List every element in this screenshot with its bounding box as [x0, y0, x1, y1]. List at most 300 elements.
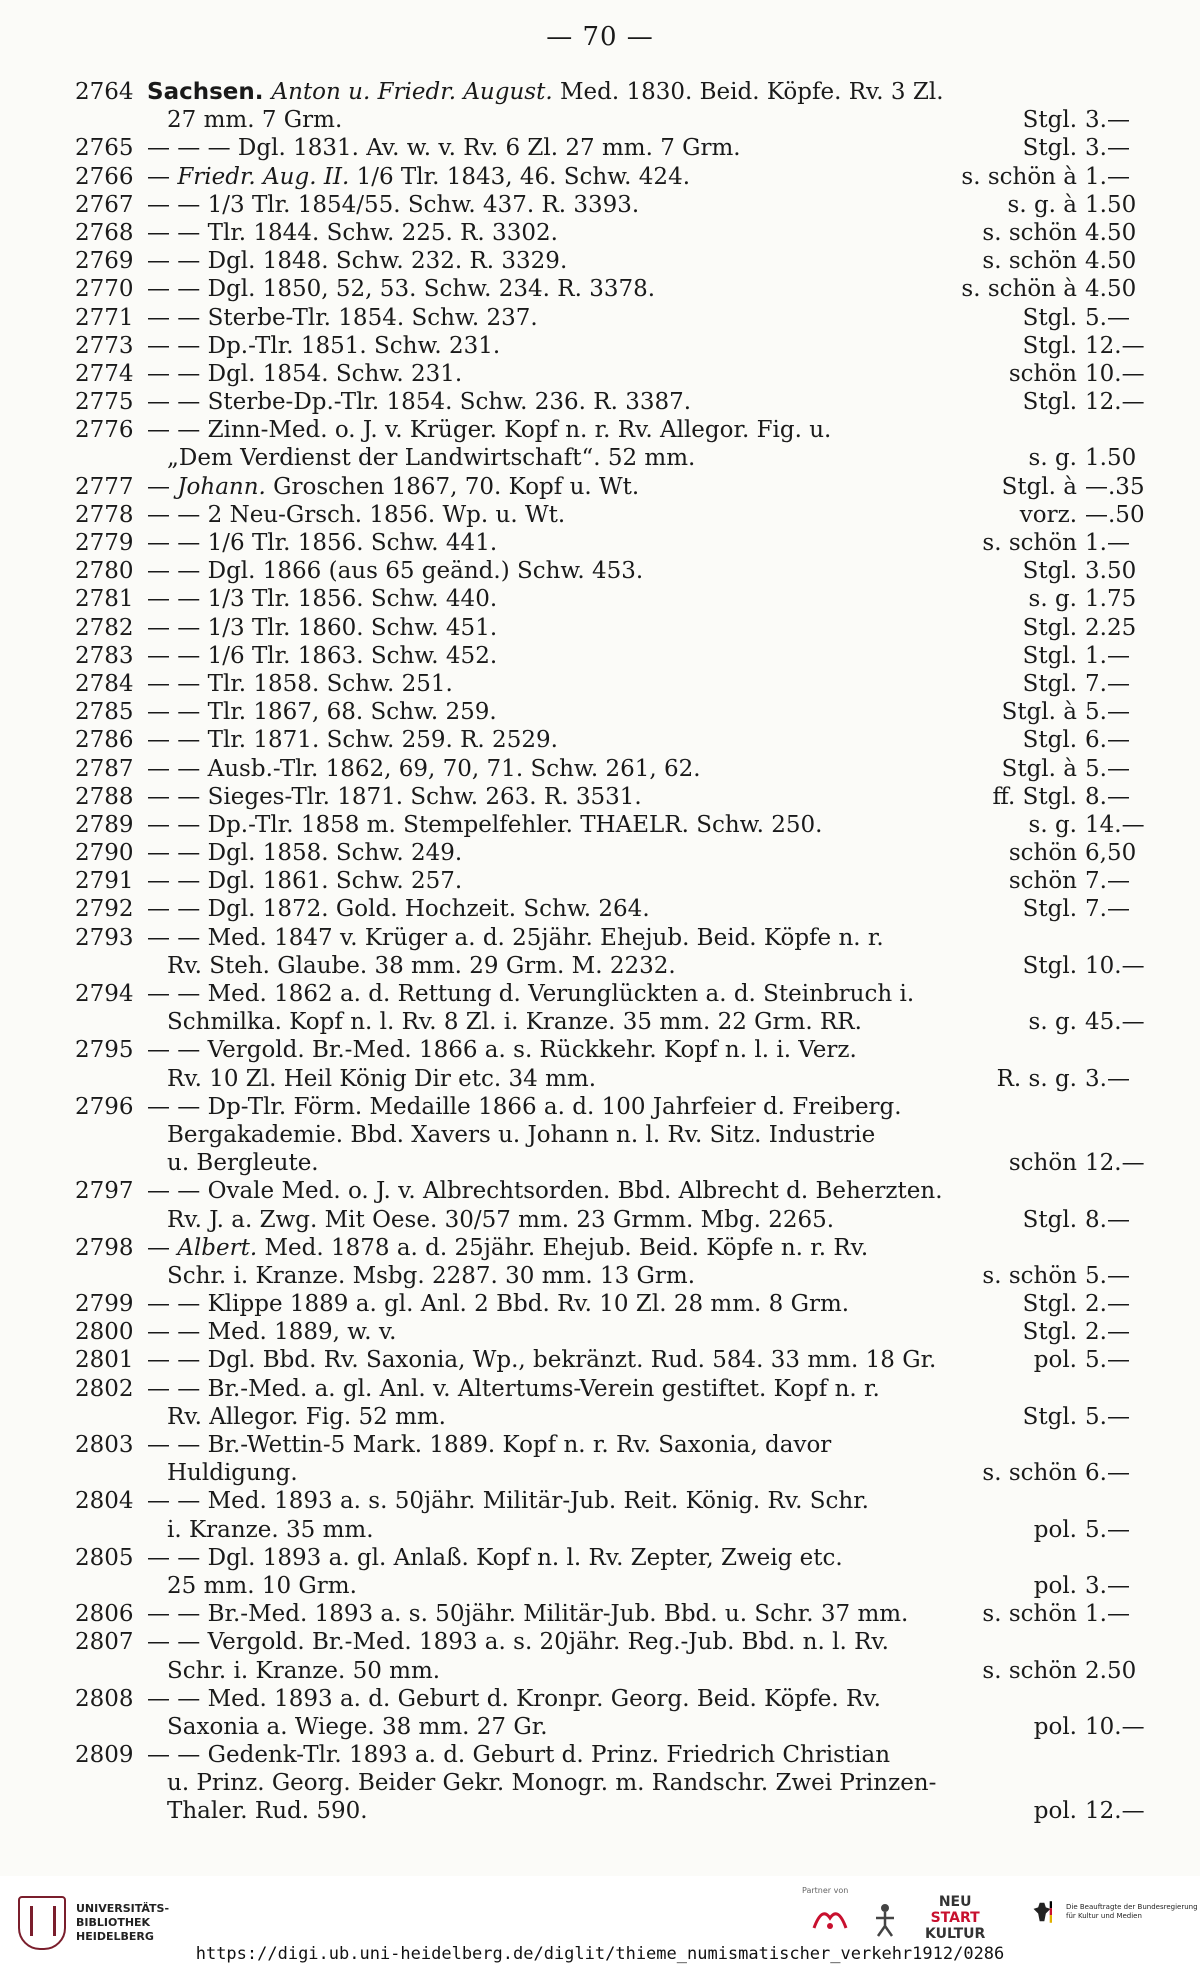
entry-description [147, 416, 957, 444]
description-segment: — — Ovale Med. o. J. v. Albrechtsorden. Bbd. Albrecht d. Beherzten. [147, 1178, 943, 1205]
entry-line [75, 501, 1165, 529]
entry-grade: s. g. [1028, 445, 1077, 472]
catalog-entry [75, 1685, 1165, 1741]
entry-line [75, 1685, 1165, 1713]
entry-description [147, 1487, 957, 1515]
entry-price: —.35 [1085, 473, 1145, 500]
description-segment: — — Med. 1862 a. d. Rettung d. Verunglückten a. d. Steinbruch i. [147, 981, 915, 1007]
description-segment: — — Dgl. 1861. Schw. 257. [147, 868, 463, 895]
entry-grade: s. schön à [961, 163, 1077, 190]
entry-price: 7.— [1085, 896, 1130, 923]
description-segment: — — — Dgl. 1831. Av. w. v. Rv. 6 Zl. 27 mm. 7 Grm. [147, 135, 741, 162]
description-segment: — — Sterbe-Tlr. 1854. Schw. 237. [147, 304, 538, 331]
catalog-entry [75, 839, 1165, 867]
entry-description [147, 1036, 957, 1064]
entry-line [75, 867, 1165, 895]
description-segment: — — 1/3 Tlr. 1860. Schw. 451. [147, 614, 498, 641]
entry-description [147, 1290, 957, 1318]
description-segment: — — 1/3 Tlr. 1856. Schw. 440. [147, 586, 498, 613]
entry-price: 8.— [1085, 1206, 1130, 1233]
entry-number: 2809 [75, 1742, 134, 1769]
entry-line [75, 1797, 1165, 1825]
catalog-entry [75, 698, 1165, 726]
description-segment: — — Dgl. 1893 a. gl. Anlaß. Kopf n. l. Rv. Zepter, Zweig etc. [147, 1544, 843, 1571]
entry-line [75, 191, 1165, 219]
entry-grade: ff. Stgl. [992, 783, 1077, 810]
entry-number: 2771 [75, 304, 134, 331]
entry-line [75, 839, 1165, 867]
description-segment: — — Tlr. 1871. Schw. 259. R. 2529. [147, 727, 558, 754]
catalog-entry [75, 78, 1165, 134]
entry-price: 3.— [1085, 135, 1130, 162]
entry-grade: Stgl. [1022, 1206, 1077, 1233]
entry-number: 2769 [75, 248, 134, 275]
entry-line [75, 1318, 1165, 1346]
description-segment: — — Klippe 1889 a. gl. Anl. 2 Bbd. Rv. 10 Zl. 28 mm. 8 Grm. [147, 1291, 850, 1318]
entry-price: 12.— [1085, 389, 1145, 416]
entry-price: 2.— [1085, 1319, 1130, 1346]
catalog-entry [75, 1544, 1165, 1600]
entry-line [75, 1600, 1165, 1628]
entry-line [75, 134, 1165, 162]
catalog-entry [75, 614, 1165, 642]
entry-grade: Stgl. [1022, 670, 1077, 697]
catalog-entry [75, 1487, 1165, 1543]
entry-line [75, 1290, 1165, 1318]
entry-line [75, 1403, 1165, 1431]
entry-price: 5.— [1085, 1516, 1130, 1543]
entry-number: 2807 [75, 1629, 134, 1656]
catalog-entry [75, 416, 1165, 472]
entry-price: 45.— [1085, 1009, 1145, 1036]
catalog-entry [75, 473, 1165, 501]
catalog-entry [75, 1628, 1165, 1684]
partner-label: Partner von [802, 1886, 849, 1895]
entry-grade: Stgl. [1022, 1319, 1077, 1346]
entry-line [75, 219, 1165, 247]
entry-line [75, 980, 1165, 1008]
entry-number: 2788 [75, 783, 134, 810]
entry-number: 2801 [75, 1347, 134, 1374]
entry-line [75, 1206, 1165, 1234]
entry-number: 2768 [75, 219, 134, 246]
description-segment: Med. 1878 a. d. 25jähr. Ehejub. Beid. Köpfe n. r. Rv. [257, 1234, 869, 1261]
entry-grade: s. g. à [1007, 191, 1077, 218]
entry-number: 2780 [75, 558, 134, 585]
entry-price: 5.— [1085, 755, 1130, 782]
catalog-entry [75, 895, 1165, 923]
entry-description [167, 1769, 957, 1797]
catalog-entry [75, 1600, 1165, 1628]
entry-description [147, 1234, 957, 1262]
description-segment: 27 mm. 7 Grm. [167, 107, 343, 134]
description-segment: Rv. J. a. Zwg. Mit Oese. 30/57 mm. 23 Grmm. Mbg. 2265. [167, 1206, 835, 1233]
entry-number: 2776 [75, 417, 134, 444]
description-segment: — [147, 163, 178, 190]
gov-text-line: Die Beauftragte der Bundesregierung [1066, 1903, 1198, 1911]
entry-line [75, 332, 1165, 360]
entry-number: 2766 [75, 163, 134, 190]
description-segment: — — 1/6 Tlr. 1863. Schw. 452. [147, 642, 498, 669]
entry-description [167, 1065, 957, 1093]
entry-description [147, 1093, 957, 1121]
catalog-entry [75, 1375, 1165, 1431]
entry-description [167, 1713, 957, 1741]
entry-price: 1.— [1085, 1601, 1130, 1628]
government-logo[interactable] [1032, 1898, 1198, 1926]
entry-description [147, 501, 957, 529]
description-segment: Sachsen. [147, 79, 272, 105]
catalog-entry [75, 726, 1165, 754]
entry-number: 2792 [75, 896, 134, 923]
catalog-entry [75, 783, 1165, 811]
entry-price: 4.50 [1085, 219, 1137, 246]
partner-figure-icon[interactable] [870, 1902, 900, 1938]
catalog-entry [75, 1318, 1165, 1346]
description-segment: — — Med. 1893 a. s. 50jähr. Militär-Jub. Reit. König. Rv. Schr. [147, 1488, 869, 1515]
entry-description [147, 895, 957, 923]
entry-grade: schön [1008, 840, 1077, 867]
description-segment: u. Bergleute. [167, 1150, 319, 1177]
entry-price: 2.— [1085, 1291, 1130, 1318]
entry-number: 2796 [75, 1093, 134, 1120]
entry-line [75, 952, 1165, 980]
library-name-line: BIBLIOTHEK [76, 1916, 151, 1929]
entry-line [75, 106, 1165, 134]
catalog-entry [75, 642, 1165, 670]
entry-description [147, 1741, 957, 1769]
entry-line [75, 304, 1165, 332]
catalog-entry [75, 134, 1165, 162]
entry-price: 14.— [1085, 811, 1145, 838]
description-segment: Anton u. Friedr. August. [271, 79, 553, 105]
entry-grade: Stgl. [1022, 642, 1077, 669]
entry-number: 2770 [75, 276, 134, 303]
entry-grade: s. schön [982, 530, 1077, 556]
neustart-line: KULTUR [925, 1926, 986, 1942]
catalog-entry [75, 1290, 1165, 1318]
catalog-entry [75, 388, 1165, 416]
entry-number: 2795 [75, 1037, 134, 1064]
description-segment: — — Dgl. 1854. Schw. 231. [147, 360, 463, 387]
entry-description [147, 78, 957, 106]
partner-logo-icon[interactable] [812, 1904, 848, 1934]
entry-price: 12.— [1085, 1150, 1145, 1177]
description-segment: Johann. [177, 473, 266, 500]
entry-grade: Stgl. [1022, 614, 1077, 641]
description-segment: — — Dgl. 1850, 52, 53. Schw. 234. R. 3378. [147, 276, 656, 303]
entry-price: 7.— [1085, 868, 1130, 895]
entry-line [75, 585, 1165, 613]
description-segment: Huldigung. [167, 1460, 298, 1487]
entry-price: 4.50 [1085, 276, 1137, 303]
entry-description [167, 1516, 957, 1544]
entry-grade: Stgl. à [1001, 473, 1077, 500]
entry-description [167, 1403, 957, 1431]
entry-line [75, 473, 1165, 501]
entry-price: 3.— [1085, 107, 1130, 134]
entry-grade: s. schön [982, 1601, 1077, 1628]
entry-price: 7.— [1085, 670, 1130, 697]
entry-line [75, 360, 1165, 388]
entry-grade: Stgl. [1022, 107, 1077, 134]
entry-line [75, 1628, 1165, 1656]
description-segment: — — Dgl. 1866 (aus 65 geänd.) Schw. 453. [147, 558, 644, 585]
entry-price: 12.— [1085, 1798, 1145, 1825]
entry-number: 2805 [75, 1544, 134, 1571]
entry-grade: s. schön [982, 1262, 1077, 1289]
entry-number: 2786 [75, 727, 134, 754]
entry-line [75, 1065, 1165, 1093]
library-logo[interactable] [18, 1896, 169, 1950]
catalog-entry [75, 670, 1165, 698]
entry-description [167, 1572, 957, 1600]
entry-number: 2779 [75, 530, 134, 556]
entry-description [147, 557, 957, 585]
catalog-entry [75, 1093, 1165, 1178]
entry-grade: s. g. [1028, 586, 1077, 613]
entry-number: 2794 [75, 981, 134, 1007]
catalog-entry [75, 360, 1165, 388]
entry-description [147, 614, 957, 642]
entry-line [75, 1459, 1165, 1487]
entry-line [75, 557, 1165, 585]
entry-line [75, 416, 1165, 444]
entry-line [75, 1431, 1165, 1459]
entry-price: 5.— [1085, 304, 1130, 331]
entry-price: 3.50 [1085, 558, 1137, 585]
catalog-entry [75, 191, 1165, 219]
gov-text-line: für Kultur und Medien [1066, 1912, 1142, 1920]
entry-number: 2804 [75, 1488, 134, 1515]
entry-description [167, 444, 957, 472]
catalog-entry [75, 1741, 1165, 1826]
entry-line [75, 275, 1165, 303]
entry-line [75, 1262, 1165, 1290]
entry-line [75, 642, 1165, 670]
entry-grade: Stgl. [1022, 952, 1077, 979]
description-segment: Rv. Steh. Glaube. 38 mm. 29 Grm. M. 2232. [167, 952, 676, 979]
catalog-entry [75, 1234, 1165, 1290]
entry-number: 2803 [75, 1432, 134, 1458]
entry-description [147, 134, 957, 162]
entry-grade: Stgl. [1022, 896, 1077, 923]
entry-price: 1.— [1085, 642, 1130, 669]
entry-line [75, 1713, 1165, 1741]
entry-line [75, 1121, 1165, 1149]
university-seal-icon [18, 1896, 66, 1950]
library-name-line: UNIVERSITÄTS- [76, 1902, 170, 1915]
entry-price: 5.— [1085, 1403, 1130, 1430]
entry-description [147, 1431, 957, 1459]
description-segment: — — Dgl. 1872. Gold. Hochzeit. Schw. 264. [147, 896, 650, 923]
entry-grade: vorz. [1019, 501, 1077, 528]
neustart-kultur-logo[interactable] [925, 1894, 985, 1942]
entry-price: 1.— [1085, 530, 1130, 556]
description-segment: — [147, 473, 178, 500]
entry-description [167, 1206, 957, 1234]
entry-description [147, 529, 957, 557]
description-segment: Schr. i. Kranze. Msbg. 2287. 30 mm. 13 Grm. [167, 1262, 696, 1289]
description-segment: i. Kranze. 35 mm. [167, 1516, 374, 1543]
entry-line [75, 670, 1165, 698]
entry-number: 2790 [75, 840, 134, 867]
government-text [1066, 1903, 1198, 1921]
entry-grade: schön [1008, 360, 1077, 387]
description-segment: — — 1/3 Tlr. 1854/55. Schw. 437. R. 3393. [147, 191, 640, 218]
entry-price: 2.50 [1085, 1657, 1137, 1684]
entry-grade: schön [1008, 1150, 1077, 1177]
entry-line [75, 1544, 1165, 1572]
entry-description [147, 1544, 957, 1572]
entry-grade: pol. [1033, 1347, 1077, 1374]
entry-grade: pol. [1033, 1713, 1077, 1740]
entry-line [75, 1177, 1165, 1205]
entry-description [147, 839, 957, 867]
entry-description [167, 1797, 957, 1825]
entry-line [75, 726, 1165, 754]
description-segment: — — Dp-Tlr. Förm. Medaille 1866 a. d. 100 Jahrfeier d. Freiberg. [147, 1093, 902, 1120]
entry-price: 1.50 [1085, 445, 1137, 472]
description-segment: „Dem Verdienst der Landwirtschaft“. 52 mm. [167, 445, 696, 472]
entry-description [147, 924, 957, 952]
description-segment: — — Med. 1893 a. d. Geburt d. Kronpr. Georg. Beid. Köpfe. Rv. [147, 1685, 881, 1712]
entry-description [147, 388, 957, 416]
catalog-entry [75, 1036, 1165, 1092]
neustart-line: START [930, 1910, 980, 1926]
description-segment: — — Sterbe-Dp.-Tlr. 1854. Schw. 236. R. 3387. [147, 389, 692, 416]
entry-grade: schön [1008, 868, 1077, 895]
catalog-entry [75, 867, 1165, 895]
entry-number: 2787 [75, 755, 134, 782]
entry-number: 2784 [75, 670, 134, 697]
entry-grade: pol. [1033, 1516, 1077, 1543]
entry-grade: s. schön [982, 1657, 1077, 1684]
entry-number: 2799 [75, 1291, 134, 1318]
entry-line [75, 1375, 1165, 1403]
description-segment: — — Ausb.-Tlr. 1862, 69, 70, 71. Schw. 261, 62. [147, 755, 701, 782]
description-segment: — — Dgl. 1858. Schw. 249. [147, 840, 463, 867]
entry-number: 2775 [75, 389, 134, 416]
viewer-footer [0, 1876, 1200, 1971]
entry-grade: R. s. g. [996, 1065, 1077, 1092]
entry-grade: Stgl. [1022, 332, 1077, 359]
description-segment: 1/6 Tlr. 1843, 46. Schw. 424. [349, 163, 691, 190]
entry-number: 2777 [75, 473, 134, 500]
description-segment: — — Dgl. Bbd. Rv. Saxonia, Wp., bekränzt. Rud. 584. 33 mm. 18 Gr. [147, 1347, 937, 1374]
entry-price: —.50 [1085, 501, 1145, 528]
description-segment: — — Zinn-Med. o. J. v. Krüger. Kopf n. r. Rv. Allegor. Fig. u. [147, 417, 832, 444]
entry-line [75, 1008, 1165, 1036]
entry-line [75, 1769, 1165, 1797]
entry-number: 2789 [75, 811, 134, 838]
description-segment: Friedr. Aug. II. [177, 163, 350, 190]
entry-number: 2767 [75, 191, 134, 218]
entry-price: 5.— [1085, 1347, 1130, 1374]
description-segment: — — Br.-Med. a. gl. Anl. v. Altertums-Verein gestiftet. Kopf n. r. [147, 1375, 880, 1402]
entry-description [147, 670, 957, 698]
entry-description [147, 473, 957, 501]
entry-line [75, 529, 1165, 557]
library-name [76, 1902, 169, 1944]
federal-eagle-icon [1032, 1898, 1052, 1926]
entry-number: 2782 [75, 614, 134, 641]
entry-description [167, 1657, 957, 1685]
permalink-url[interactable]: https://digi.ub.uni-heidelberg.de/diglit/thieme_numismatischer_verkehr1912/0286 [195, 1944, 1005, 1964]
entry-line [75, 811, 1165, 839]
description-segment: Schmilka. Kopf n. l. Rv. 8 Zl. i. Kranze. 35 mm. 22 Grm. RR. [167, 1009, 862, 1036]
entry-grade: s. schön [982, 1460, 1077, 1487]
catalog-entry [75, 247, 1165, 275]
catalog-entry [75, 1346, 1165, 1374]
entry-description [147, 726, 957, 754]
entry-description [147, 1177, 957, 1205]
entry-price: 5.— [1085, 699, 1130, 726]
entry-number: 2802 [75, 1375, 134, 1402]
entry-number: 2800 [75, 1319, 134, 1346]
catalog-entry [75, 557, 1165, 585]
description-segment: — — Gedenk-Tlr. 1893 a. d. Geburt d. Prinz. Friedrich Christian [147, 1742, 891, 1769]
entry-price: 3.— [1085, 1572, 1130, 1599]
entry-line [75, 163, 1165, 191]
entry-description [167, 1459, 957, 1487]
description-segment: — — Tlr. 1867, 68. Schw. 259. [147, 699, 497, 726]
catalog-entry [75, 811, 1165, 839]
entry-number: 2798 [75, 1234, 134, 1261]
entry-grade: Stgl. [1022, 558, 1077, 585]
entry-grade: Stgl. à [1001, 755, 1077, 782]
catalog-entry [75, 219, 1165, 247]
entry-number: 2764 [75, 79, 134, 105]
description-segment: Schr. i. Kranze. 50 mm. [167, 1657, 441, 1684]
catalog-entry [75, 332, 1165, 360]
entry-grade: Stgl. [1022, 1291, 1077, 1318]
entry-description [147, 1318, 957, 1346]
catalog-entry [75, 585, 1165, 613]
catalog-entry [75, 755, 1165, 783]
entry-price: 6,50 [1085, 840, 1137, 867]
neustart-line: NEU [938, 1894, 972, 1910]
description-segment: — — Vergold. Br.-Med. 1866 a. s. Rückkehr. Kopf n. l. i. Verz. [147, 1037, 857, 1064]
description-segment: Groschen 1867, 70. Kopf u. Wt. [265, 473, 640, 500]
entry-line [75, 755, 1165, 783]
entry-grade: s. g. [1028, 1009, 1077, 1036]
catalog-entry [75, 980, 1165, 1036]
entry-price: 10.— [1085, 1713, 1145, 1740]
entry-description [147, 1346, 957, 1374]
library-name-line: HEIDELBERG [76, 1930, 154, 1943]
description-segment: Rv. 10 Zl. Heil König Dir etc. 34 mm. [167, 1065, 597, 1092]
entry-description [167, 106, 957, 134]
entry-grade: s. schön à [961, 276, 1077, 303]
description-segment: Saxonia a. Wiege. 38 mm. 27 Gr. [167, 1713, 548, 1740]
entry-grade: pol. [1033, 1572, 1077, 1599]
entry-description [147, 642, 957, 670]
entry-number: 2791 [75, 868, 134, 895]
entry-line [75, 698, 1165, 726]
entry-number: 2781 [75, 586, 134, 613]
entry-description [147, 1628, 957, 1656]
entry-line [75, 1149, 1165, 1177]
entry-price: 10.— [1085, 952, 1145, 979]
description-segment: — — Br.-Wettin-5 Mark. 1889. Kopf n. r. Rv. Saxonia, davor [147, 1432, 832, 1458]
entry-price: 1.— [1085, 163, 1130, 190]
entry-line [75, 1036, 1165, 1064]
description-segment: — — Med. 1889, w. v. [147, 1319, 397, 1346]
description-segment: — — Dp.-Tlr. 1858 m. Stempelfehler. THAELR. Schw. 250. [147, 811, 823, 838]
entry-grade: Stgl. [1022, 389, 1077, 416]
description-segment: — — 2 Neu-Grsch. 1856. Wp. u. Wt. [147, 501, 566, 528]
